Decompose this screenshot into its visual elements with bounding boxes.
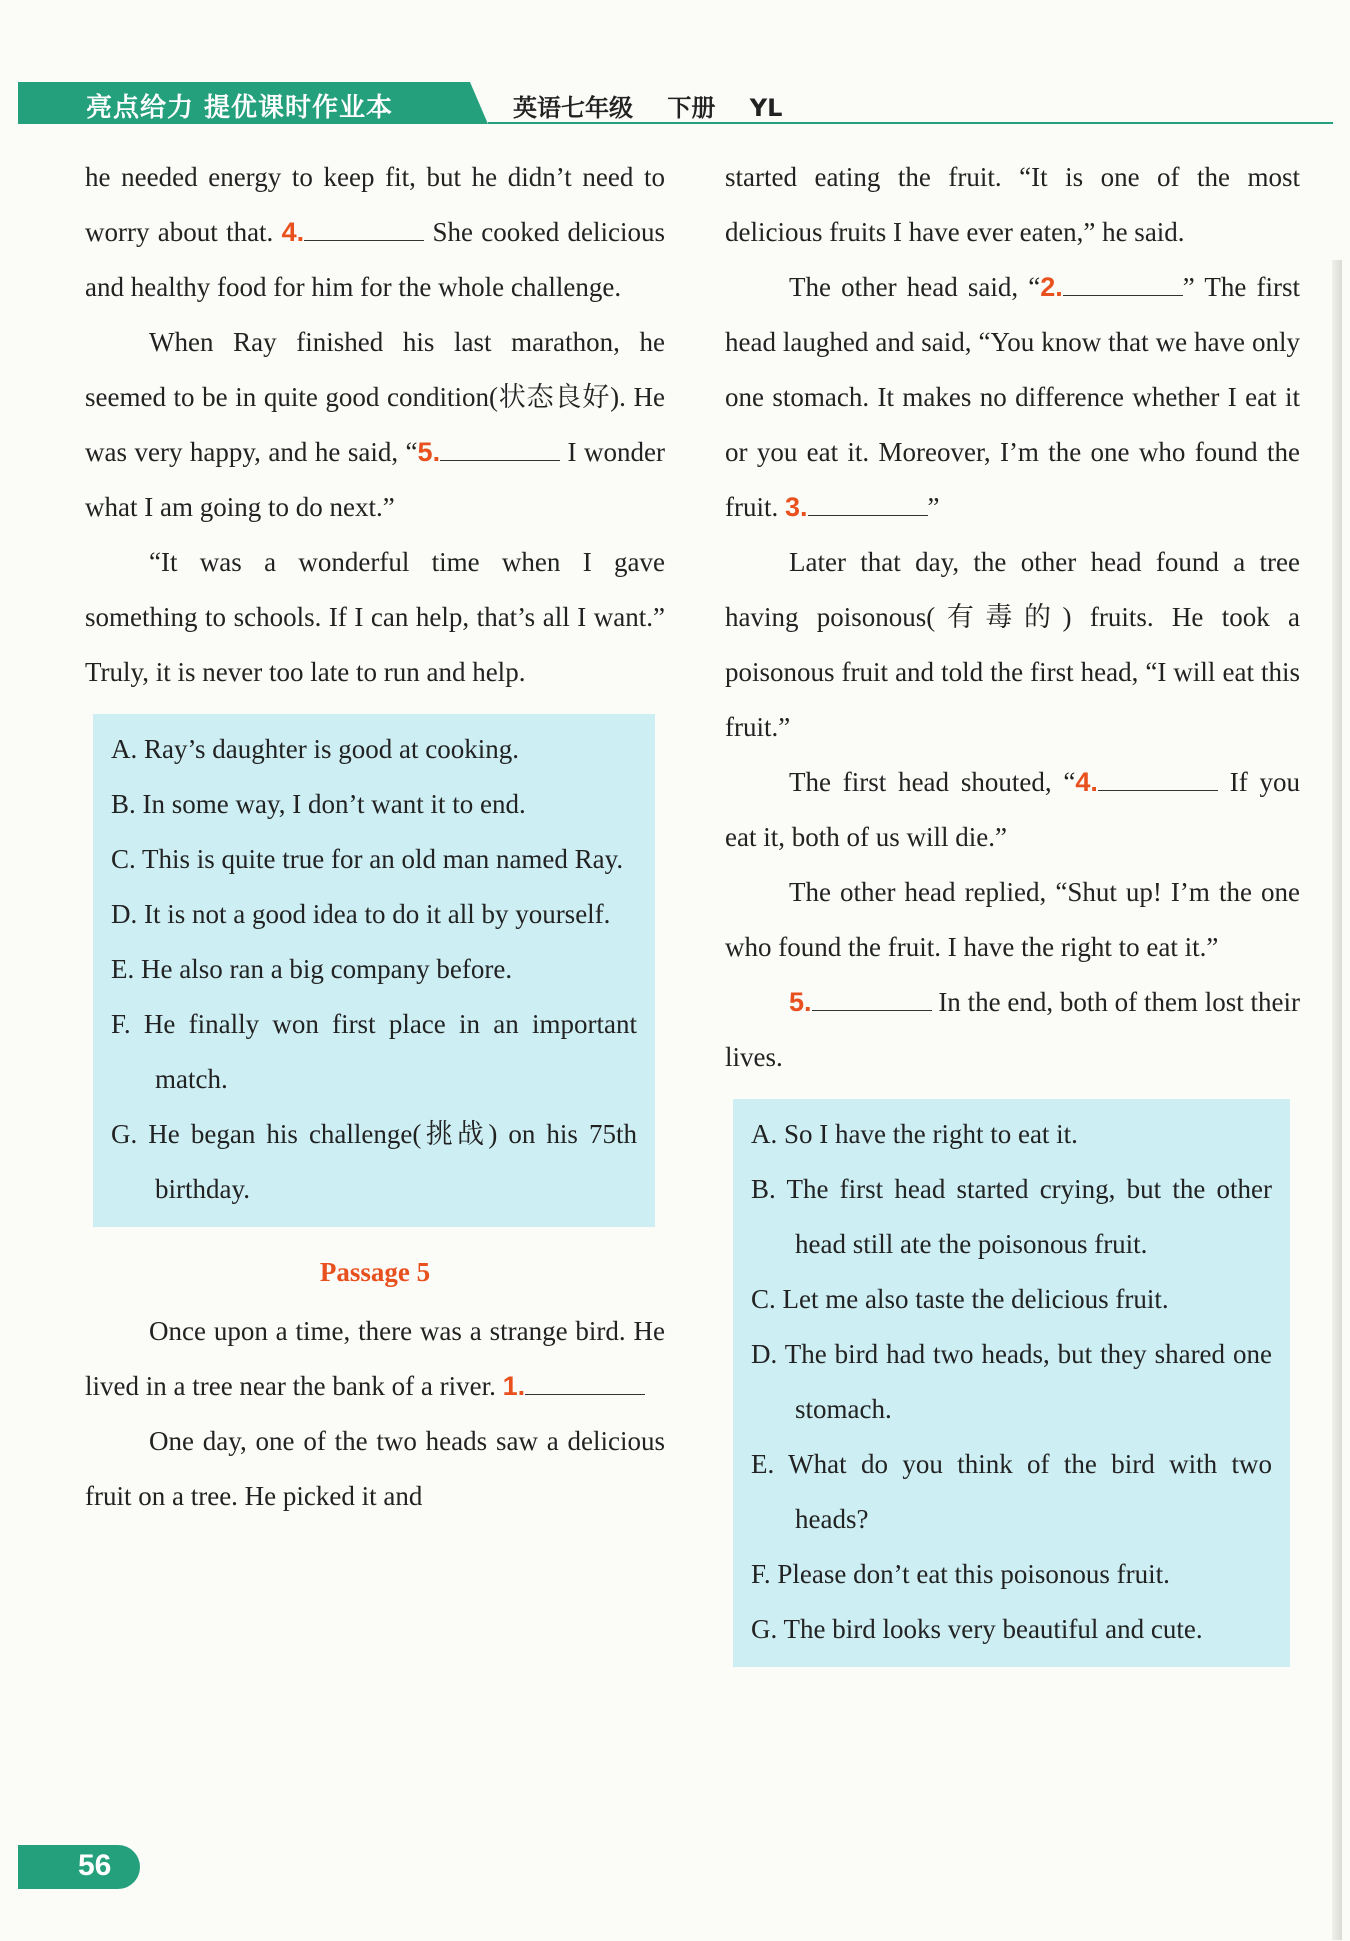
right-column bbox=[725, 150, 1300, 1677]
option-item: D. The bird had two heads, but they shared one stomach. bbox=[751, 1339, 1272, 1424]
option-item: A. So I have the right to eat it. bbox=[751, 1119, 1078, 1149]
paragraph bbox=[85, 1304, 665, 1414]
option-item: B. The first head started crying, but the other head still ate the poisonous fruit. bbox=[751, 1174, 1272, 1259]
left-column bbox=[85, 150, 665, 1524]
answer-blank[interactable] bbox=[440, 430, 560, 461]
paragraph: The other head replied, “Shut up! I’m the one who found the fruit. I have the right to eat it.” bbox=[725, 877, 1300, 962]
option-item: D. It is not a good idea to do it all by yourself. bbox=[111, 899, 611, 929]
paragraph bbox=[725, 755, 1300, 865]
option-item: G. He began his challenge(挑战) on his 75th birthday. bbox=[111, 1119, 637, 1204]
edition-label: YL bbox=[749, 94, 783, 122]
answer-blank[interactable] bbox=[304, 210, 424, 241]
blank-number: 1. bbox=[502, 1371, 526, 1401]
option-item: F. Please don’t eat this poisonous fruit. bbox=[751, 1559, 1170, 1589]
text: If you eat it, both of us will die.” bbox=[725, 767, 1300, 852]
paragraph: One day, one of the two heads saw a delicious fruit on a tree. He picked it and bbox=[85, 1426, 665, 1511]
text: ” The first head laughed and said, “You know that we have only one stomach. It makes no difference whether I eat it or you eat it. Moreover, I’m the one who found the fruit. bbox=[725, 272, 1300, 522]
paragraph bbox=[85, 150, 665, 315]
text: She cooked delicious and healthy food for him for the whole challenge. bbox=[85, 217, 665, 302]
text: The other head said, “ bbox=[789, 272, 1041, 302]
option-item: E. What do you think of the bird with two heads? bbox=[751, 1449, 1272, 1534]
passage-title: Passage 5 bbox=[319, 1257, 431, 1287]
page-header bbox=[18, 82, 1333, 124]
text: I wonder what I am going to do next.” bbox=[85, 437, 666, 522]
text: The first head shouted, “ bbox=[789, 767, 1076, 797]
answer-blank[interactable] bbox=[812, 980, 932, 1011]
blank-number: 5. bbox=[417, 437, 441, 467]
options-box bbox=[733, 1099, 1290, 1667]
answer-blank[interactable] bbox=[1098, 760, 1218, 791]
option-item: F. He finally won first place in an important match. bbox=[111, 1009, 637, 1094]
paragraph bbox=[85, 315, 665, 535]
answer-blank[interactable] bbox=[808, 485, 928, 516]
text: When Ray finished his last marathon, he seemed to be in quite good condition(状态良好). He was very happy, and he said, “ bbox=[85, 327, 665, 467]
blank-number: 5. bbox=[789, 987, 812, 1017]
option-item: A. Ray’s daughter is good at cooking. bbox=[111, 734, 519, 764]
volume-label: 下册 bbox=[667, 94, 716, 122]
text: he needed energy to keep fit, but he didn’t need to worry about that. bbox=[85, 162, 665, 247]
paragraph bbox=[725, 975, 1300, 1085]
blank-number: 4. bbox=[281, 217, 305, 247]
options-box bbox=[93, 714, 655, 1227]
option-item: C. This is quite true for an old man named Ray. bbox=[111, 844, 624, 874]
answer-blank[interactable] bbox=[1063, 265, 1183, 296]
page-number-tab bbox=[18, 1845, 140, 1889]
text: ” bbox=[927, 492, 940, 522]
option-item: B. In some way, I don’t want it to end. bbox=[111, 789, 526, 819]
subject-label: 英语七年级 bbox=[513, 94, 633, 122]
book-info bbox=[513, 88, 808, 123]
series-title: 亮点给力 提优课时作业本 bbox=[86, 93, 394, 123]
text: Once upon a time, there was a strange bird. He lived in a tree near the bank of a river. bbox=[85, 1316, 665, 1401]
blank-number: 4. bbox=[1075, 767, 1098, 797]
page-edge bbox=[1332, 260, 1342, 1940]
option-item: E. He also ran a big company before. bbox=[111, 954, 513, 984]
answer-blank[interactable] bbox=[525, 1364, 645, 1395]
blank-number: 3. bbox=[785, 492, 808, 522]
option-item: C. Let me also taste the delicious fruit. bbox=[751, 1284, 1169, 1314]
paragraph: “It was a wonderful time when I gave something to schools. If I can help, that’s all I want.” Truly, it is never too late to run and help. bbox=[85, 547, 665, 687]
paragraph bbox=[725, 260, 1300, 535]
page-number: 56 bbox=[78, 1849, 112, 1882]
text: In the end, both of them lost their lives. bbox=[725, 987, 1300, 1072]
option-item: G. The bird looks very beautiful and cute. bbox=[751, 1614, 1203, 1644]
paragraph: Later that day, the other head found a tree having poisonous(有毒的) fruits. He took a poisonous fruit and told the first head, “I will eat this fruit.” bbox=[725, 547, 1300, 742]
blank-number: 2. bbox=[1040, 272, 1063, 302]
paragraph: started eating the fruit. “It is one of the most delicious fruits I have ever eaten,” he said. bbox=[725, 162, 1300, 247]
